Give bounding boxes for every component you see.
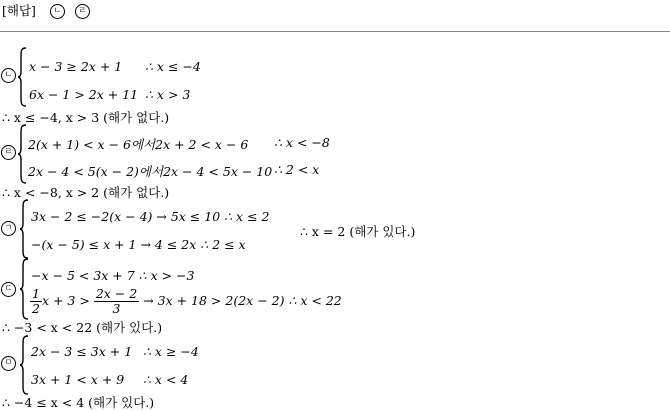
inequality-1: 2x − 3 ≤ 3x + 1 bbox=[31, 344, 133, 359]
result-2: ∴ x < 4 bbox=[143, 372, 189, 387]
system-brace bbox=[17, 47, 25, 107]
system-brace bbox=[17, 124, 25, 184]
result-1: ∴ x ≥ −4 bbox=[143, 344, 199, 359]
system-brace bbox=[19, 258, 27, 320]
conclusion: ∴ x < −8, x > 2 (해가 없다.) bbox=[2, 185, 170, 200]
result-2: ∴ x > 3 bbox=[145, 87, 191, 102]
answer-header bbox=[2, 1, 90, 19]
divider bbox=[0, 31, 670, 32]
inequality-1: 3x − 2 ≤ −2(x − 4) → 5x ≤ 10 ∴ x ≤ 2 bbox=[31, 209, 270, 224]
inequality-2: 6x − 1 > 2x + 11 bbox=[29, 87, 139, 102]
result-1: ∴ x < −8 bbox=[274, 135, 330, 150]
inequality-1: −x − 5 < 3x + 7 ∴ x > −3 bbox=[31, 268, 195, 283]
header-circle-2: ㄹ bbox=[75, 4, 90, 19]
inequality-2: −(x − 5) ≤ x + 1 → 4 ≤ 2x ∴ 2 ≤ x bbox=[31, 237, 246, 252]
inequality-1: 2(x + 1) < x − 6에서2x + 2 < x − 6 bbox=[28, 137, 249, 152]
inequality-2: $\frac{1}{2}$ x + 3 > $\frac{2x - 2}{3}$ → 3x + 18 > 2(2x − 2) ∴ x < 22 bbox=[32, 286, 342, 316]
item-marker: ㄹ bbox=[1, 145, 16, 160]
conclusion: ∴ −3 < x < 22 (해가 있다.) bbox=[2, 320, 163, 335]
inequality-2: 2x − 4 < 5(x − 2)에서2x − 4 < 5x − 10 bbox=[28, 164, 273, 179]
conclusion: ∴ x ≤ −4, x > 3 (해가 없다.) bbox=[2, 110, 170, 125]
side-result: ∴ x = 2 (해가 있다.) bbox=[300, 224, 416, 239]
item-marker: ㅁ bbox=[1, 356, 16, 371]
system-brace bbox=[19, 335, 27, 395]
item-marker: ㄷ bbox=[1, 282, 16, 297]
item-marker: ㄴ bbox=[1, 68, 16, 83]
header-circle-1: ㄴ bbox=[50, 4, 65, 19]
system-brace bbox=[19, 199, 27, 259]
result-1: ∴ x ≤ −4 bbox=[145, 59, 201, 74]
answer-label: [해답] bbox=[2, 3, 36, 18]
inequality-1: x − 3 ≥ 2x + 1 bbox=[29, 59, 123, 74]
inequality-2: 3x + 1 < x + 9 bbox=[31, 372, 125, 387]
conclusion: ∴ −4 ≤ x < 4 (해가 있다.) bbox=[2, 395, 155, 410]
item-marker: ㄱ bbox=[1, 221, 16, 236]
fraction-half: $\frac{1}{2}$ bbox=[32, 286, 40, 316]
result-2: ∴ 2 < x bbox=[274, 162, 320, 177]
fraction-two-thirds: $\frac{2x - 2}{3}$ bbox=[95, 286, 138, 316]
